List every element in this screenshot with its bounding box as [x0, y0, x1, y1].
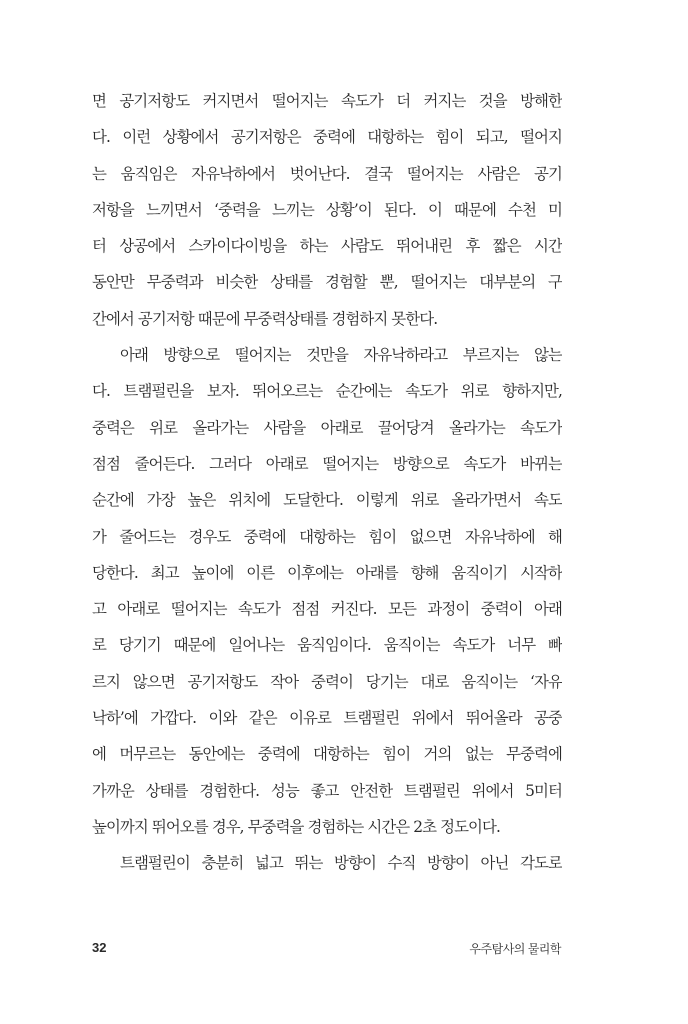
- text-line: 저항을 느끼면서 ‘중력을 느끼는 상황’이 된다. 이 때문에 수천 미: [92, 200, 562, 219]
- text-line: 다. 이런 상황에서 공기저항은 중력에 대항하는 힘이 되고, 떨어지: [92, 128, 562, 147]
- text-line: 중력은 위로 올라가는 사람을 아래로 끌어당겨 올라가는 속도가: [92, 418, 562, 437]
- text-line: 높이까지 뛰어오를 경우, 무중력을 경험하는 시간은 2초 정도이다.: [92, 817, 500, 836]
- text-line: 터 상공에서 스카이다이빙을 하는 사람도 뛰어내린 후 짧은 시간: [92, 237, 562, 256]
- text-line: 는 움직임은 자유낙하에서 벗어난다. 결국 떨어지는 사람은 공기: [92, 164, 562, 183]
- text-line: 트램펄린이 충분히 넓고 뛰는 방향이 수직 방향이 아닌 각도로: [120, 854, 562, 873]
- text-line: 당한다. 최고 높이에 이른 이후에는 아래를 향해 움직이기 시작하: [92, 563, 562, 582]
- text-line: 에 머무르는 동안에는 중력에 대항하는 힘이 거의 없는 무중력에: [92, 745, 562, 764]
- text-line: 낙하’에 가깝다. 이와 같은 이유로 트램펄린 위에서 뛰어올라 공중: [92, 709, 562, 728]
- text-line: 다. 트램펄린을 보자. 뛰어오르는 순간에는 속도가 위로 향하지만,: [92, 382, 562, 401]
- body-text: [92, 83, 562, 882]
- running-title: 우주탐사의 물리학: [469, 942, 561, 956]
- text-line: 가 줄어드는 경우도 중력에 대항하는 힘이 없으면 자유낙하에 해: [92, 527, 562, 546]
- text-line: 순간에 가장 높은 위치에 도달한다. 이렇게 위로 올라가면서 속도: [92, 491, 562, 510]
- text-line: 면 공기저항도 커지면서 떨어지는 속도가 더 커지는 것을 방해한: [92, 92, 562, 110]
- text-line: 르지 않으면 공기저항도 작아 중력이 당기는 대로 움직이는 ‘자유: [92, 672, 562, 691]
- text-line: 로 당기기 때문에 일어나는 움직임이다. 움직이는 속도가 너무 빠: [92, 636, 562, 655]
- text-line: 가까운 상태를 경험한다. 성능 좋고 안전한 트램펄린 위에서 5미터: [92, 781, 562, 800]
- text-line: 고 아래로 떨어지는 속도가 점점 커진다. 모든 과정이 중력이 아래: [92, 600, 562, 619]
- page-number: 32: [92, 940, 107, 955]
- text-line: 동안만 무중력과 비슷한 상태를 경험할 뿐, 떨어지는 대부분의 구: [92, 273, 562, 292]
- text-line: 점점 줄어든다. 그러다 아래로 떨어지는 방향으로 속도가 바뀌는: [92, 454, 562, 473]
- text-line: 간에서 공기저항 때문에 무중력상태를 경험하지 못한다.: [92, 309, 438, 328]
- text-line: 아래 방향으로 떨어지는 것만을 자유낙하라고 부르지는 않는: [120, 346, 562, 365]
